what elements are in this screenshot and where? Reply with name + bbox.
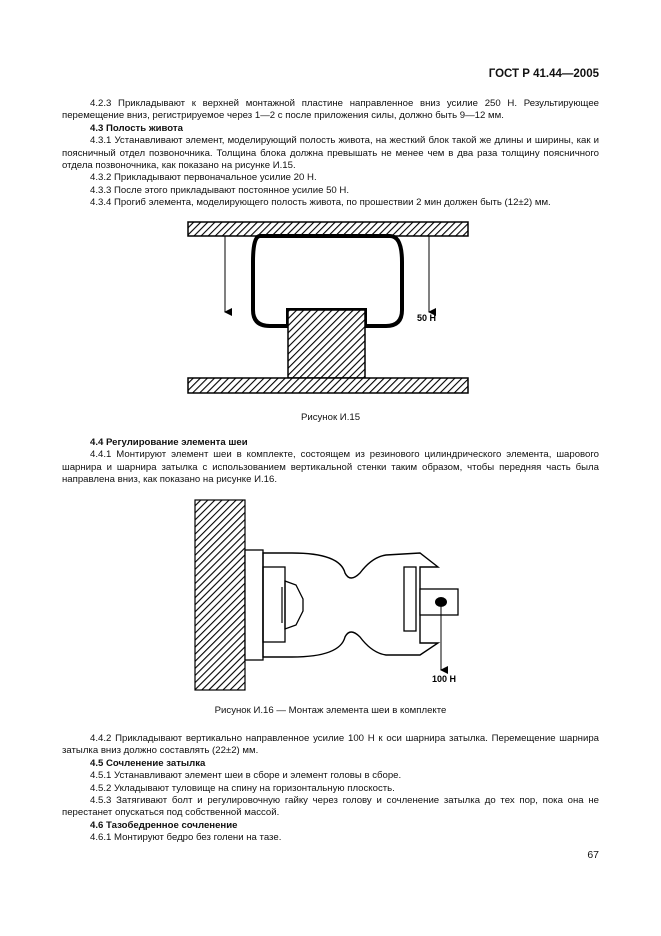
paragraph: 4.5.3 Затягивают болт и регулировочную гайку через голову и сочленение затылка до тех пор, пока она не перестанет опускаться под собственной массой.: [62, 795, 599, 819]
paragraph: 4.5.2 Укладывают туловище на спину на горизонтальную плоскость.: [90, 782, 395, 794]
page-number: 67: [587, 849, 599, 861]
document-header: ГОСТ Р 41.44—2005: [488, 68, 599, 80]
force-label-100: 100 Н: [432, 674, 457, 684]
vertical-wall: [195, 500, 245, 690]
section-heading: 4.6 Тазобедренное сочленение: [90, 819, 238, 831]
paragraph: 4.4.2 Прикладывают вертикально направленное усилие 100 Н к оси шарнира затылка. Перемещение шарнира затылка вниз должно составлять (22±2) мм.: [62, 733, 599, 757]
rigid-block: [288, 310, 365, 378]
paragraph: 4.5.1 Устанавливают элемент шеи в сборе и элемент головы в сборе.: [90, 770, 402, 782]
paragraph: 4.3.4 Прогиб элемента, моделирующего полость живота, по прошествии 2 мин должен быть (12±2) мм.: [90, 197, 551, 209]
section-heading: 4.3 Полость живота: [90, 122, 183, 134]
occipital-plate: [404, 567, 416, 631]
paragraph: 4.3.2 Прикладывают первоначальное усилие 20 Н.: [90, 172, 317, 184]
ball-joint: [285, 581, 303, 629]
figure-i16-caption: Рисунок И.16 — Монтаж элемента шеи в комплекте: [214, 705, 447, 716]
paragraph: 4.4.1 Монтируют элемент шеи в комплекте, состоящем из резинового цилиндрического элемента, шарового шарнира и шарнира затылка с использованием вертикальной стенки таким образом, чтобы передняя часть была направлена вниз, как показано на рисунке И.16.: [62, 449, 599, 486]
paragraph: 4.6.1 Монтируют бедро без голени на тазе.: [90, 832, 282, 844]
text-block-1: [62, 98, 599, 210]
joint-axis: [435, 597, 447, 607]
figure-i16: [0, 495, 661, 695]
text-block-3: [62, 733, 599, 845]
text-block-2: [62, 437, 599, 487]
force-label-50: 50 Н: [417, 313, 437, 323]
bottom-plate: [188, 378, 468, 393]
paragraph: 4.3.1 Устанавливают элемент, моделирующий полость живота, на жесткий блок такой же длины и ширины, как и поясничный отдел позвоночника. Толщина блока должна превышать не менее чем в два раза толщину поясничного отдела позвоночника, как показано на рисунке И.15.: [62, 135, 599, 172]
neck-rubber-cylinder: [263, 553, 438, 657]
paragraph: 4.2.3 Прикладывают к верхней монтажной пластине направленное вниз усилие 250 Н. Результирующее перемещение вниз, регистрируемое через 1—2 с после приложения силы, должно быть 9—12 мм.: [62, 98, 599, 122]
paragraph: 4.3.3 После этого прикладывают постоянное усилие 50 Н.: [90, 184, 350, 196]
top-plate: [188, 222, 468, 236]
wall-mount-plate: [245, 550, 263, 660]
figure-i15-caption: Рисунок И.15: [300, 412, 361, 423]
section-heading: 4.5 Сочленение затылка: [90, 757, 206, 769]
section-heading: 4.4 Регулирование элемента шеи: [90, 437, 248, 448]
